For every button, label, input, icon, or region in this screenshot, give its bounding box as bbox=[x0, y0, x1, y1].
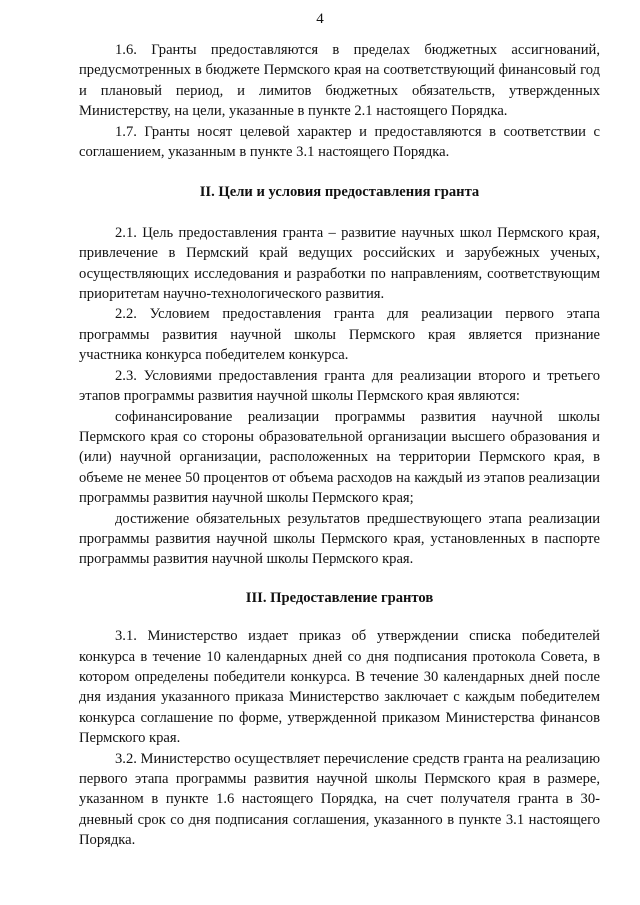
section-heading-2: II. Цели и условия предоставления гранта bbox=[199, 184, 480, 201]
paragraph-cofinancing: софинансирование реализации программы развития научной школы Пермского края со стороны образовательной организации высшего образования и (или) научной организации, расположенных на территории Пермского края, в объеме не менее 50 процентов от объема расходов на каждый из этапов реализации программы развития научной школы Пермского края; bbox=[79, 408, 600, 507]
paragraph-1-6: 1.6. Гранты предоставляются в пределах бюджетных ассигнований, предусмотренных в бюджете Пермского края на соответствующий финансовый год и плановый период, и лимитов бюджетных обязательств, утвержденных Министерству, на цели, указанные в пункте 2.1 настоящего Порядка. bbox=[79, 42, 600, 120]
paragraph-2-1: 2.1. Цель предоставления гранта – развитие научных школ Пермского края, привлечение в Пермский край ведущих российских и зарубежных ученых, осуществляющих исследования и разработки по направлениям, соответствующим приоритетам научно-технологического развития. bbox=[79, 224, 600, 303]
paragraph-results: достижение обязательных результатов предшествующего этапа реализации программы развития научной школы Пермского края, установленных в паспорте программы развития научной школы Пермского края. bbox=[79, 510, 600, 568]
paragraph-3-2: 3.2. Министерство осуществляет перечисление средств гранта на реализацию первого этапа программы развития научной школы Пермского края в размере, указанном в пункте 1.6 настоящего Порядка, на счет получателя гранта в 30-дневный срок со дня подписания соглашения, указанного в пункте 3.1 настоящего Порядка. bbox=[79, 750, 600, 849]
document-body bbox=[79, 40, 600, 851]
paragraph-2-3: 2.3. Условиями предоставления гранта для реализации второго и третьего этапов программы развития научной школы Пермского края являются: bbox=[79, 367, 600, 405]
section-heading-3: III. Предоставление грантов bbox=[245, 589, 434, 606]
paragraph-2-2: 2.2. Условием предоставления гранта для реализации первого этапа программы развития научной школы Пермского края является признание участника конкурса победителем конкурса. bbox=[79, 306, 600, 364]
paragraph-3-1: 3.1. Министерство издает приказ об утверждении списка победителей конкурса в течение 10 календарных дней со дня подписания протокола Совета, в котором определены победители конкурса. В течение 30 календарных дней после дня издания указанного приказа Министерство заключает с каждым победителем конкурса соглашение по форме, утвержденной приказом Министерства финансов Пермского края. bbox=[79, 628, 600, 747]
paragraph-1-7: 1.7. Гранты носят целевой характер и предоставляются в соответствии с соглашением, указанным в пункте 3.1 настоящего Порядка. bbox=[79, 123, 600, 161]
page-number: 4 bbox=[316, 11, 324, 27]
